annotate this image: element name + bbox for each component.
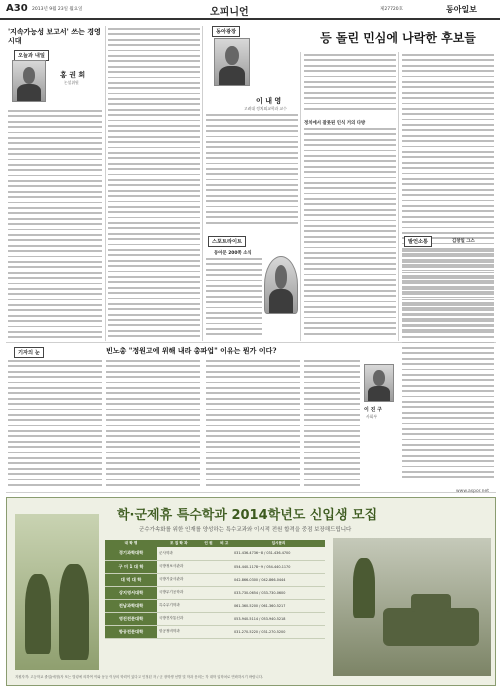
- column-sublabel: 김창일 그스: [452, 239, 475, 244]
- column-divider: [398, 52, 399, 341]
- author-role: 논설위원: [64, 80, 79, 85]
- issue-number: 제27720호: [380, 7, 404, 12]
- article-body: [206, 360, 300, 490]
- ad-table-row: [105, 573, 325, 586]
- column-label: 기자의 눈: [14, 347, 44, 358]
- ad-quota: [201, 612, 217, 625]
- author-name: 이 내 영: [256, 97, 282, 105]
- ad-note: [216, 560, 232, 573]
- ad-quota: [201, 625, 217, 638]
- column-label: 스포트라이트: [208, 236, 246, 247]
- ad-department: 국방무기공학과: [157, 586, 201, 599]
- article-subhead: 정치에서 잘못된 인식 거의 다방: [304, 121, 366, 126]
- page-header: [0, 0, 500, 20]
- article-body: [108, 28, 200, 340]
- article-body: [304, 360, 360, 490]
- article-body: [402, 250, 494, 490]
- ad-school-name: 대 덕 대 학: [105, 573, 157, 586]
- ad-table-header: 모 집 학 과: [157, 540, 201, 547]
- ad-subtitle: 군수가속화를 위한 인재를 양성하는 특수교과와 이시적 전원 합격을 중점 보장해드립니다: [139, 527, 352, 533]
- ad-department: 국방전자통신과: [157, 612, 201, 625]
- ad-note: [216, 573, 232, 586]
- ad-table-row: [105, 547, 325, 560]
- ad-quota: [201, 586, 217, 599]
- ad-image-right: [333, 538, 491, 676]
- ad-quota: [201, 599, 217, 612]
- ad-footer: 지원자격: 고등학교 졸업(예정)자 또는 법령에 의하여 이와 동등 이상의 학력이 있다고 인정된 자 / 군 장학생 선발 및 학과 문의는 각 대학 입학처로 연락하시기 바랍니다.: [15, 675, 264, 679]
- ad-table-row: [105, 560, 325, 573]
- ad-phone: 061-360-5200 / 061-360-5217: [232, 599, 325, 612]
- ad-image-left: [15, 514, 99, 670]
- ad-note: [216, 586, 232, 599]
- ad-table-row: [105, 612, 325, 625]
- advertisement: [6, 489, 496, 686]
- ad-school-name: 영진전문대학: [105, 612, 157, 625]
- illustration: [264, 256, 298, 314]
- author-photo: [214, 38, 250, 86]
- ad-phone: 054-440-1178~9 / 054-440-1170: [232, 560, 325, 573]
- article-body: [206, 258, 262, 340]
- ad-quota: [201, 573, 217, 586]
- column-label: 동아광장: [212, 26, 240, 37]
- ad-department: 국방기술사관과: [157, 573, 201, 586]
- ad-department: 군사학과: [157, 547, 201, 560]
- ad-department: 국방정보사관과: [157, 560, 201, 573]
- column-divider: [202, 26, 203, 341]
- ad-table: [105, 540, 325, 639]
- column-divider: [105, 26, 106, 341]
- ad-note: [216, 599, 232, 612]
- ad-table-header: 비 고: [216, 540, 232, 547]
- ad-table-row: [105, 599, 325, 612]
- ad-phone: 031-436-4736~8 / 031-436-4700: [232, 547, 325, 560]
- ad-table-row: [105, 625, 325, 638]
- ad-phone: 031-270-5220 / 031-270-5200: [232, 625, 325, 638]
- article-body: [8, 110, 102, 340]
- ad-school-name: 구 미 1 대 학: [105, 560, 157, 573]
- article-body: [106, 360, 200, 490]
- newspaper-name: 동아일보: [446, 4, 477, 14]
- ad-note: [216, 547, 232, 560]
- ad-phone: 053-940-5114 / 053-940-5218: [232, 612, 325, 625]
- page-number: A30: [6, 3, 28, 14]
- bottom-headline: 빈노총 "정원고에 위해 내라 총파업" 이유는 뭔가 이다?: [106, 346, 277, 355]
- author-role: 사회부: [366, 414, 378, 419]
- publication-date: 2013년 9월 23일 월요일: [32, 7, 83, 12]
- author-role: 고려대 정치외교학과 교수: [244, 106, 287, 111]
- main-headline: 등 돌린 민심에 나락한 후보들: [320, 31, 476, 45]
- article-body: [304, 128, 396, 340]
- author-photo: [364, 364, 394, 402]
- article-body: [304, 54, 396, 114]
- column-label: 발언소통: [404, 236, 432, 247]
- ad-note: [216, 612, 232, 625]
- section-divider: [6, 492, 496, 493]
- ad-phone: 033-730-0654 / 033-730-0600: [232, 586, 325, 599]
- ad-quota: [201, 547, 217, 560]
- article-body: [206, 114, 298, 228]
- ad-table-header: 입시문의: [232, 540, 325, 547]
- ad-title: 학·군제휴 특수학과 2014학년도 신입생 모집: [117, 508, 378, 523]
- article-body: [8, 360, 102, 490]
- ad-school-name: 항공전문대학: [105, 625, 157, 638]
- ad-table-header: 인 원: [201, 540, 217, 547]
- ad-quota: [201, 560, 217, 573]
- ad-url: www.aspor.net: [455, 489, 489, 494]
- column-headline: '지속가능성 보고서' 쓰는 경영시대: [8, 27, 101, 45]
- ad-phone: 042-866-0300 / 042-866-0444: [232, 573, 325, 586]
- ad-school-name: 상지영서대학: [105, 586, 157, 599]
- ad-department: 항공정비학과: [157, 625, 201, 638]
- ad-table-header: 대 학 명: [105, 540, 157, 547]
- column-label: 오늘과 내일: [14, 50, 49, 61]
- ad-school-name: 전남과학대학: [105, 599, 157, 612]
- author-name: 이 진 구: [364, 407, 382, 413]
- column-sublabel: 동아문 200쪽 소식: [214, 251, 252, 256]
- author-photo: [12, 60, 46, 102]
- ad-table-row: [105, 586, 325, 599]
- ad-department: 특수무기학과: [157, 599, 201, 612]
- ad-note: [216, 625, 232, 638]
- column-divider: [300, 52, 301, 341]
- ad-school-name: 경기과학대학: [105, 547, 157, 560]
- section-title: 오피니언: [210, 7, 249, 18]
- author-name: 홍 권 희: [60, 71, 86, 79]
